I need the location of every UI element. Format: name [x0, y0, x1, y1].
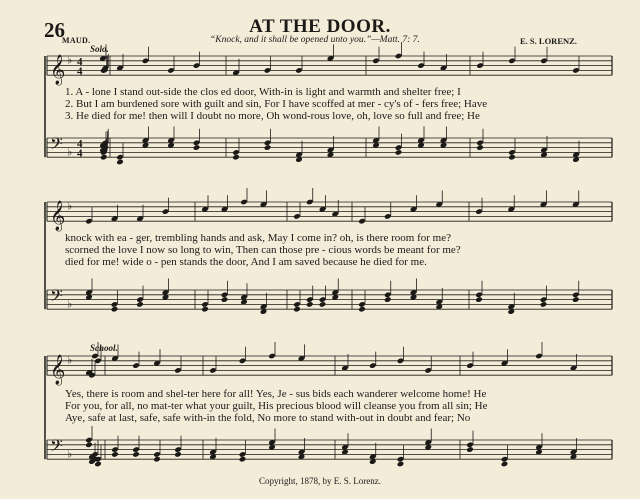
- note-head: [239, 456, 247, 463]
- note-head: [358, 306, 366, 313]
- lyric-line-s2-v3: died for me! wide o - pen stands the door, And I am saved because he died for me.: [65, 256, 427, 268]
- flat-key-signature-icon: ♭: [67, 145, 73, 159]
- note-head: [293, 306, 301, 313]
- note-head: [136, 301, 144, 308]
- note-head: [475, 296, 483, 303]
- lyric-line-s2-v2: scorned the love I now so long to win, Then can those pre - cious words be meant for me?: [65, 244, 461, 256]
- note-head: [111, 306, 119, 313]
- treble-clef-icon: 𝄞: [50, 55, 66, 86]
- treble-clef-icon: 𝄞: [50, 201, 66, 232]
- page-number: 26: [44, 18, 65, 42]
- note-head: [466, 446, 474, 453]
- note-head: [395, 149, 403, 156]
- school-label: School.: [90, 343, 118, 353]
- note-head: [221, 296, 229, 303]
- scripture-reference: “Knock, and it shall be opened unto you.”—Matt. 7: 7.: [210, 35, 420, 45]
- note-head: [153, 456, 161, 463]
- time-signature-top: 4: [77, 56, 83, 69]
- tune-name: MAUD.: [62, 36, 91, 45]
- note-head: [384, 296, 392, 303]
- note-head: [319, 301, 327, 308]
- lyric-line-s3-v3: Aye, safe at last, safe, safe with-in the fold, No more to stand with-out in doubt and fear; No: [65, 412, 471, 424]
- note-head: [94, 461, 102, 468]
- lyric-line-s1-v2: 2. But I am burdened sore with guilt and sin, For I have scoffed at mer - cy's of - fers free; Have: [65, 98, 488, 110]
- flat-key-signature-icon: ♭: [67, 53, 73, 67]
- flat-key-signature-icon: ♭: [67, 447, 73, 461]
- note-head: [111, 451, 119, 458]
- note-head: [508, 154, 516, 161]
- note-head: [174, 451, 182, 458]
- bass-clef-icon: 𝄢: [50, 435, 63, 460]
- note-head: [501, 461, 509, 468]
- note-head: [193, 144, 201, 151]
- flat-key-signature-icon: ♭: [67, 297, 73, 311]
- note-head: [264, 144, 272, 151]
- note-head: [572, 296, 580, 303]
- time-signature-top: 4: [77, 138, 83, 151]
- note-head: [116, 159, 124, 166]
- lyric-line-s2-v1: knock with ea - ger, trembling hands and ask, May I come in? oh, is there room for me?: [65, 232, 451, 244]
- note-head: [132, 451, 140, 458]
- copyright-notice: Copyright, 1878, by E. S. Lorenz.: [259, 476, 381, 486]
- note-head: [100, 154, 108, 161]
- flat-key-signature-icon: ♭: [67, 353, 73, 367]
- composer-credit: E. S. LORENZ.: [520, 36, 577, 46]
- lyric-line-s3-v1: Yes, there is room and shel-ter here for all! Yes, Je - sus bids each wanderer welcome home! He: [65, 388, 487, 400]
- treble-clef-icon: 𝄞: [50, 355, 66, 386]
- bass-clef-icon: 𝄢: [50, 133, 63, 158]
- time-signature-bottom: 4: [77, 147, 83, 160]
- lyric-line-s1-v1: 1. A - lone I stand out-side the clos ed door, With-in is light and warmth and shelter free; I: [65, 86, 461, 98]
- note-head: [540, 301, 548, 308]
- note-head: [201, 306, 209, 313]
- flat-key-signature-icon: ♭: [67, 199, 73, 213]
- hymn-title: AT THE DOOR.: [249, 16, 391, 37]
- note-head: [397, 461, 405, 468]
- note-head: [476, 144, 484, 151]
- note-head: [232, 154, 240, 161]
- bass-clef-icon: 𝄢: [50, 285, 63, 310]
- note-head: [306, 301, 314, 308]
- lyric-line-s3-v2: For you, for all, no mat-ter what your guilt, His precious blood will cleanse you from all sin; He: [65, 400, 488, 412]
- lyric-line-s1-v3: 3. He died for me! then will I doubt no more, Oh wond-rous love, oh, love so full and free; He: [65, 110, 480, 122]
- note-head: [85, 442, 93, 449]
- solo-label: Solo.: [90, 44, 109, 54]
- time-signature-bottom: 4: [77, 65, 83, 78]
